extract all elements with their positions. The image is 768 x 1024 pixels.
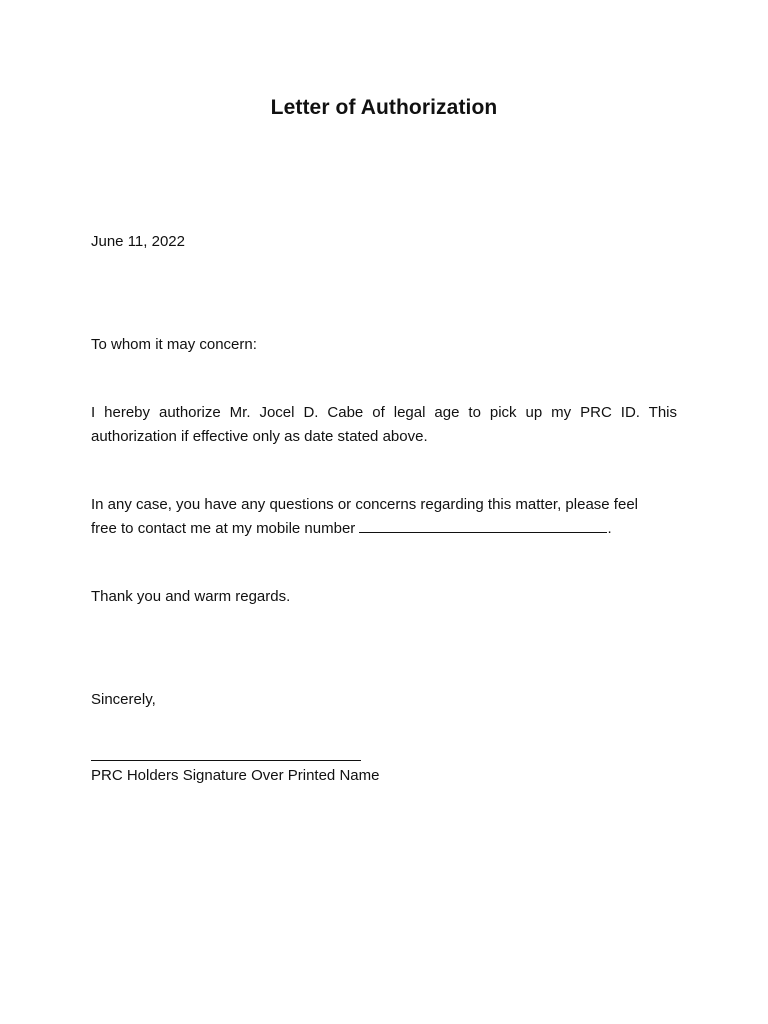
letter-title: Letter of Authorization	[270, 96, 498, 119]
date-year: 2022	[147, 233, 185, 250]
mobile-number-blank	[359, 518, 607, 533]
closing-line: Sincerely,	[91, 691, 156, 708]
contact-line-prefix: free to contact me at my mobile number	[91, 520, 360, 537]
contact-paragraph-line-1: In any case, you have any questions or concerns regarding this matter, please feel	[91, 496, 638, 513]
contact-line-suffix: .	[607, 520, 612, 537]
date-month-day: June 11,	[91, 233, 148, 250]
signature-caption: PRC Holders Signature Over Printed Name	[91, 767, 380, 784]
authorization-paragraph-line-1: I hereby authorize Mr. Jocel D. Cabe of legal age to pick up my PRC ID. This	[91, 404, 677, 421]
salutation: To whom it may concern:	[91, 336, 257, 353]
thanks-line: Thank you and warm regards.	[91, 588, 291, 605]
authorization-paragraph-line-2: authorization if effective only as date stated above.	[91, 428, 428, 445]
letter-date	[91, 230, 677, 254]
signature-line	[91, 760, 361, 761]
contact-paragraph	[91, 493, 677, 541]
authorization-paragraph	[91, 401, 677, 449]
contact-paragraph-line-2	[91, 517, 677, 541]
